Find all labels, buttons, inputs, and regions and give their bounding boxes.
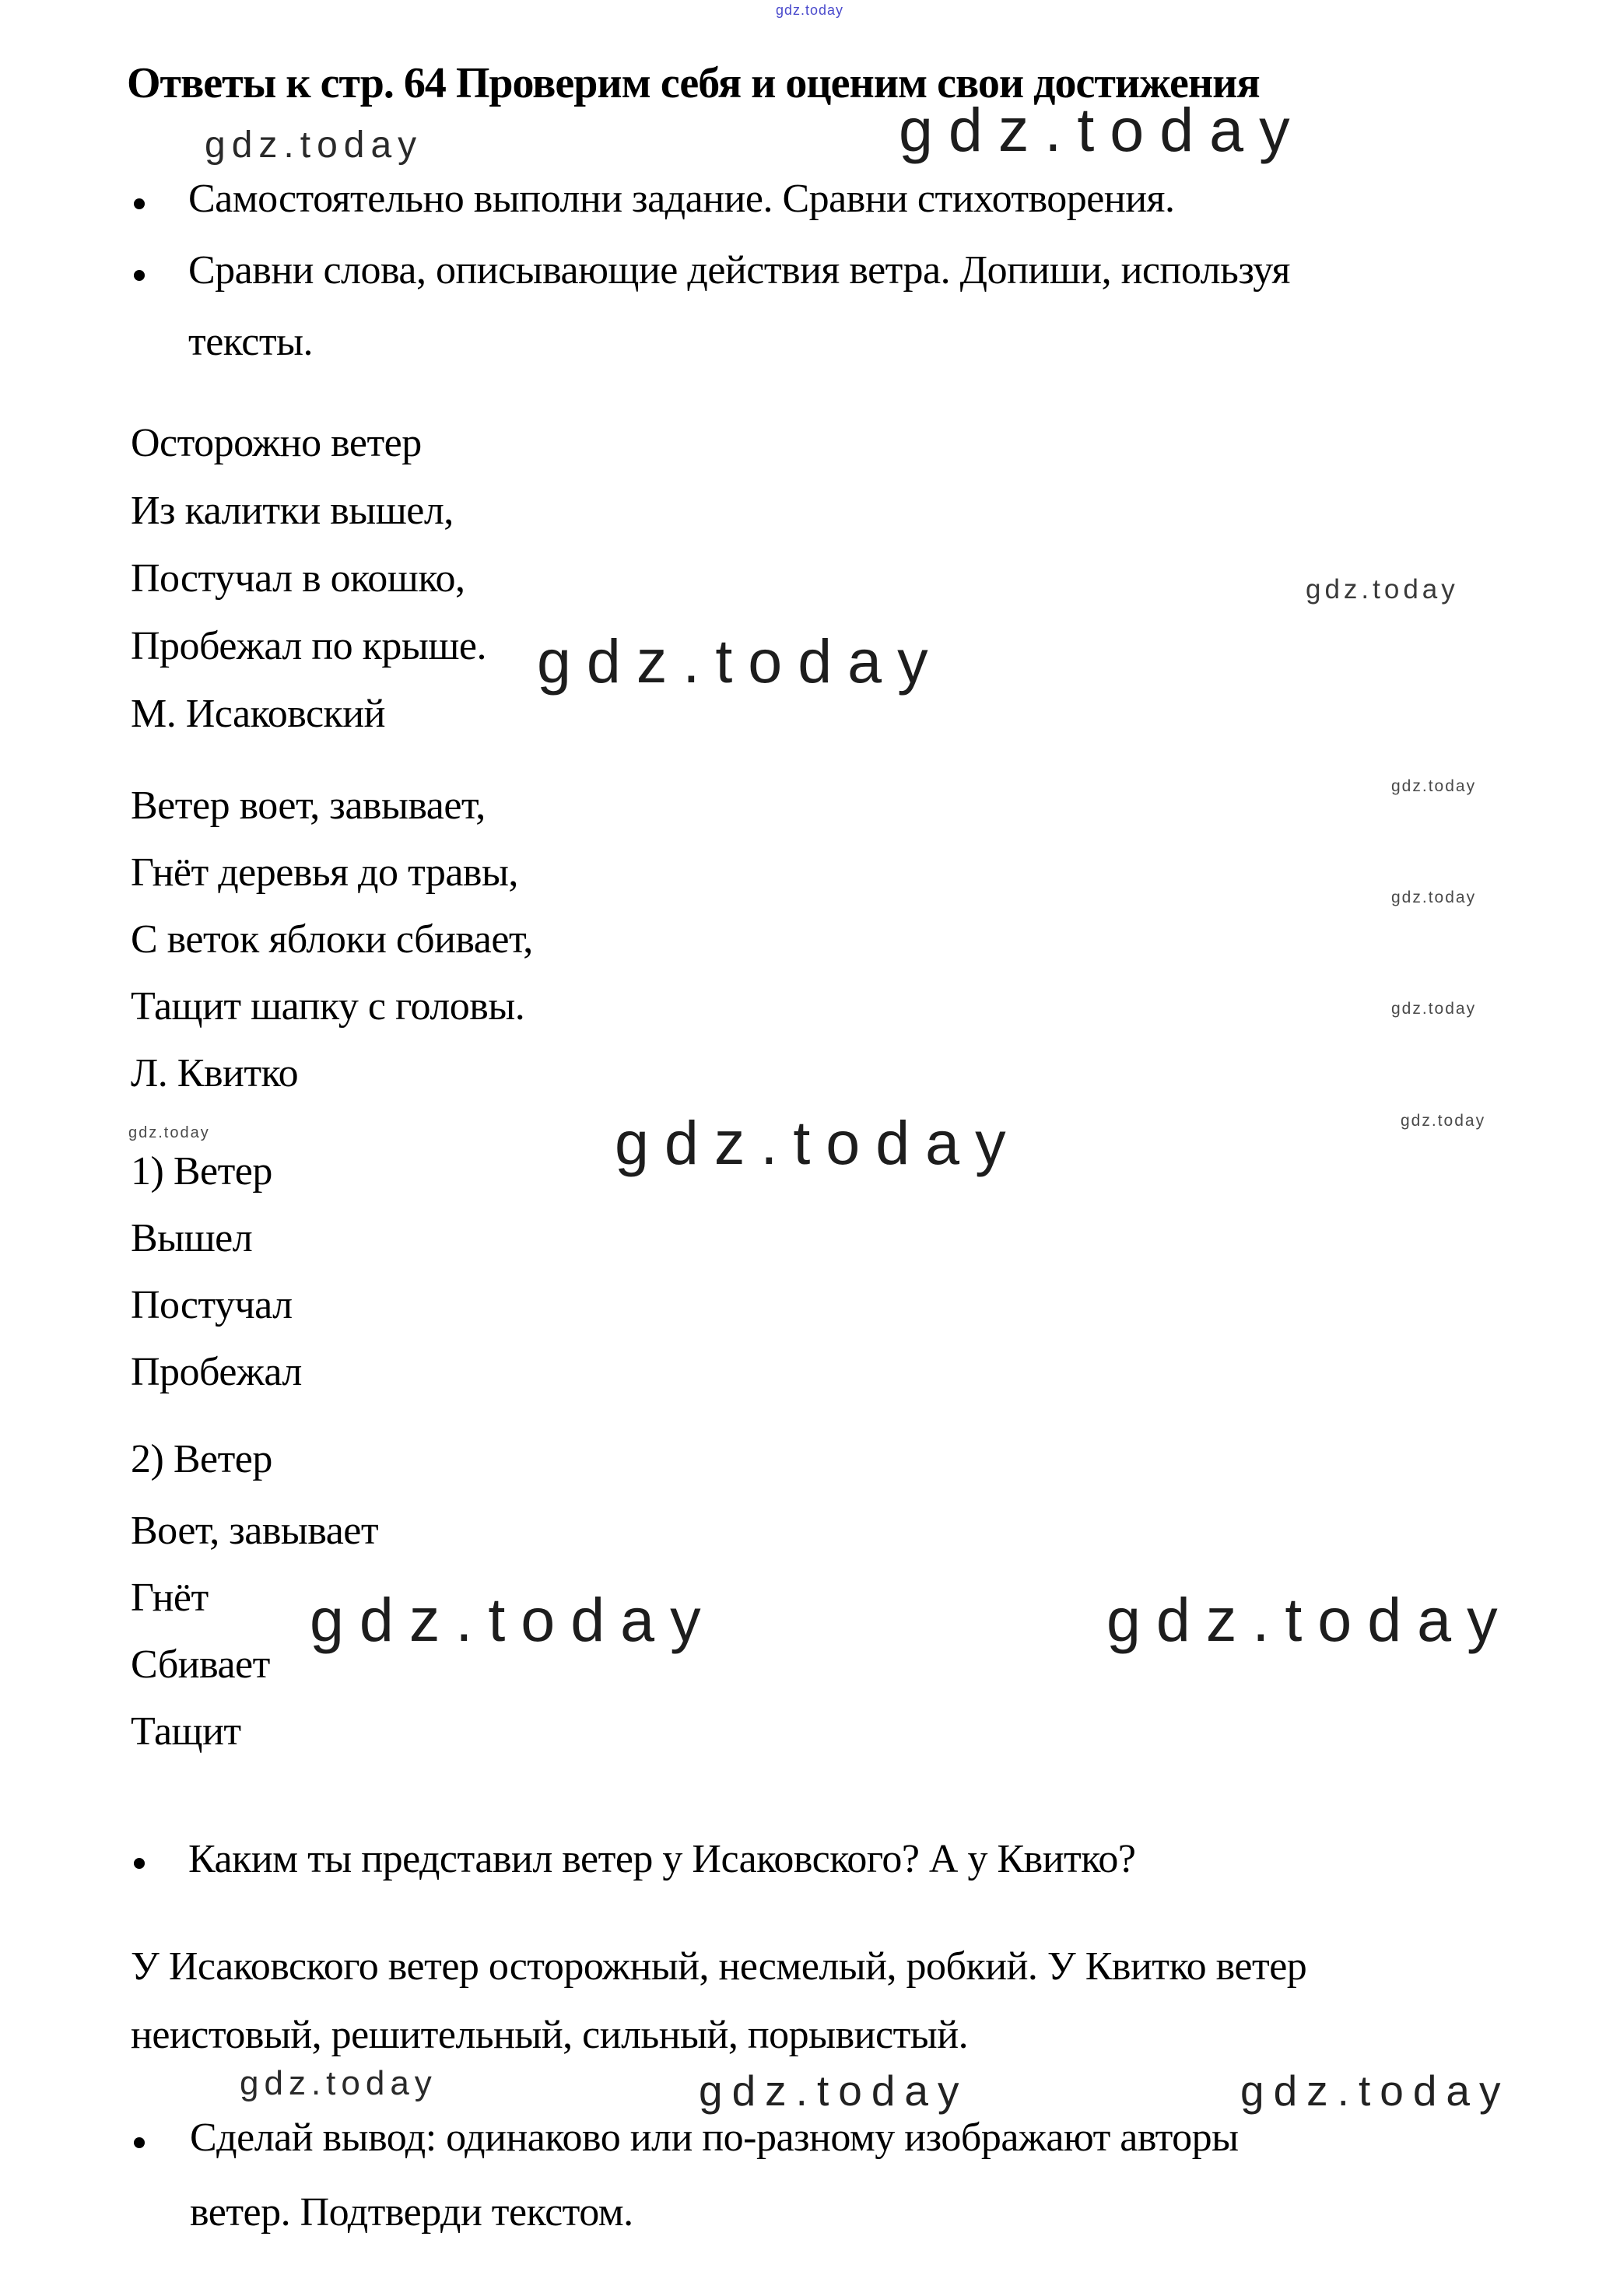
page-title: Ответы к стр. 64 Проверим себя и оценим свои достижения [127, 59, 1260, 107]
poem1-line-1: Осторожно ветер [131, 421, 422, 465]
poem2-line-1: Ветер воет, завывает, [131, 783, 486, 828]
watermark-gdz-today: gdz.today [1391, 777, 1477, 795]
instruction-bullet-4-line-2: ветер. Подтверди текстом. [190, 2190, 633, 2235]
watermark-gdz-today: gdz.today [1306, 574, 1459, 605]
instruction-bullet-3: Каким ты представил ветер у Исаковского? А у Квитко? [188, 1837, 1136, 1881]
poem2-line-3: С веток яблоки сбивает, [131, 917, 533, 962]
watermark-gdz-today: gdz.today [1240, 2066, 1510, 2115]
answer-list2-item-2: Гнёт [131, 1576, 209, 1620]
answer-list1-item-3: Пробежал [131, 1350, 302, 1394]
poem2-line-2: Гнёт деревья до травы, [131, 850, 518, 895]
poem2-author: Л. Квитко [131, 1051, 299, 1095]
bullet-dot [134, 198, 145, 209]
answer-text-line-1: У Исаковского ветер осторожный, несмелый, робкий. У Квитко ветер [131, 1944, 1307, 1989]
poem1-line-2: Из калитки вышел, [131, 489, 454, 533]
watermark-gdz-today: gdz.today [128, 1124, 210, 1141]
watermark-gdz-today: gdz.today [1401, 1112, 1486, 1130]
watermark-gdz-today: gdz.today [205, 124, 423, 166]
watermark-gdz-today: gdz.today [899, 95, 1306, 164]
instruction-bullet-1: Самостоятельно выполни задание. Сравни стихотворения. [188, 177, 1175, 221]
answer-text-line-2: неистовый, решительный, сильный, порывистый. [131, 2013, 969, 2057]
poem1-line-3: Постучал в окошко, [131, 556, 465, 601]
answer-list2-item-3: Сбивает [131, 1642, 270, 1687]
bullet-dot [134, 1858, 145, 1869]
watermark-gdz-today: gdz.today [240, 2064, 437, 2102]
bullet-dot [134, 2137, 145, 2148]
answer-list2-item-1: Воет, завывает [131, 1509, 379, 1553]
answer-list2-header: 2) Ветер [131, 1437, 272, 1481]
watermark-gdz-today: gdz.today [1391, 889, 1477, 906]
watermark-gdz-today: gdz.today [537, 626, 944, 696]
bullet-dot [134, 270, 145, 281]
poem2-line-4: Тащит шапку с головы. [131, 984, 525, 1029]
answer-list2-item-4: Тащит [131, 1709, 241, 1754]
poem1-line-4: Пробежал по крыше. [131, 624, 486, 668]
watermark-gdz-today: gdz.today [699, 2066, 969, 2115]
answer-list1-item-2: Постучал [131, 1283, 293, 1327]
watermark-gdz-today: gdz.today [615, 1108, 1022, 1177]
instruction-bullet-2-line-1: Сравни слова, описывающие действия ветра. Допиши, используя [188, 248, 1290, 293]
poem1-author: М. Исаковский [131, 692, 385, 736]
instruction-bullet-4-line-1: Сделай вывод: одинаково или по-разному изображают авторы [190, 2115, 1239, 2160]
answer-list1-header: 1) Ветер [131, 1149, 272, 1194]
watermark-gdz-today: gdz.today [776, 2, 844, 18]
instruction-bullet-2-line-2: тексты. [188, 320, 314, 364]
watermark-gdz-today: gdz.today [1106, 1585, 1513, 1654]
answer-list1-item-1: Вышел [131, 1216, 253, 1260]
watermark-gdz-today: gdz.today [310, 1585, 717, 1654]
watermark-gdz-today: gdz.today [1391, 1000, 1477, 1018]
